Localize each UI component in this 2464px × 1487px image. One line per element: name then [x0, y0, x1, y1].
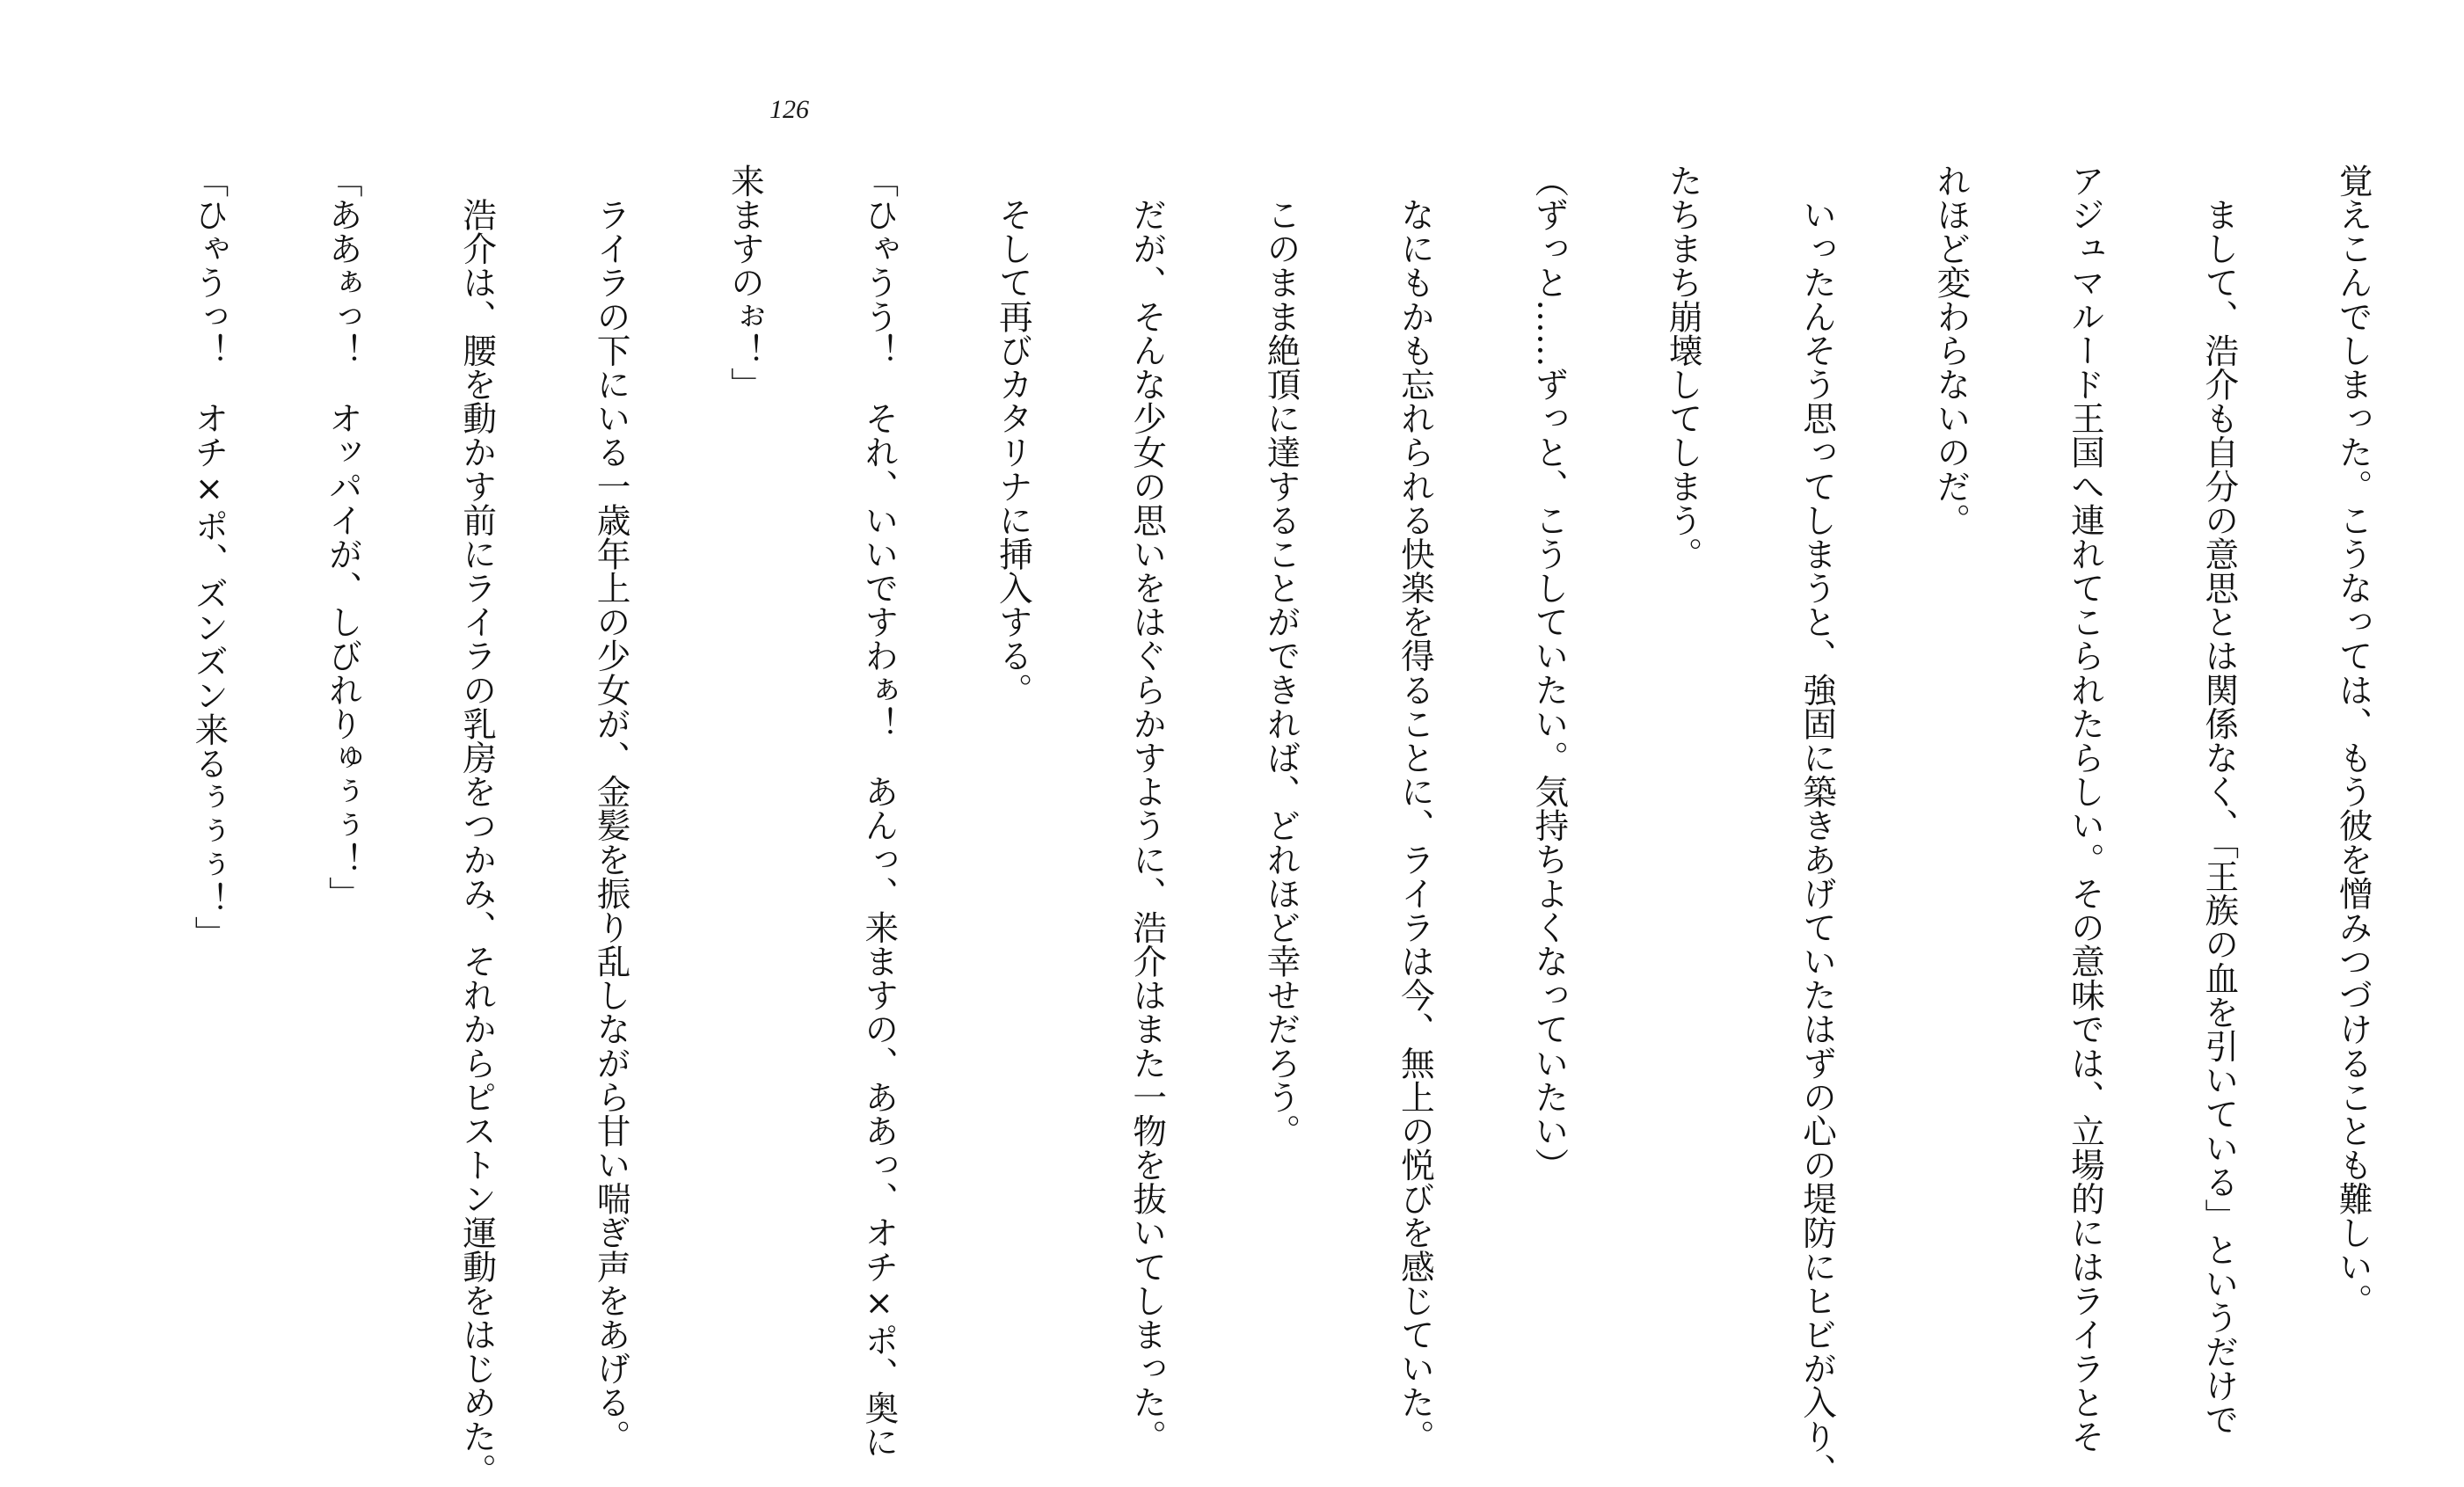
- body-text: [97, 164, 2464, 1487]
- text-line: 浩介は、腰を動かす前にライラの乳房をつかみ、それからピストン運動をはじめた。: [457, 164, 498, 1487]
- text-line: 来ますのぉ！」: [725, 164, 765, 402]
- text-line: 「ああぁっ！ オッパイが、しびれりゅぅぅ！」: [323, 164, 363, 910]
- text-line: 覚えこんでしまった。こうなっては、もう彼を憎みつづけることも難しい。: [2333, 164, 2373, 1318]
- text-line: このまま絶頂に達することができれば、どれほど幸せだろう。: [1261, 164, 1301, 1148]
- text-line: れほど変わらないのだ。: [1931, 164, 1972, 537]
- text-line: ライラの下にいる一歳年上の少女が、金髪を振り乱しながら甘い喘ぎ声をあげる。: [591, 164, 631, 1454]
- text-line: （ずっと……ずっと、こうしていたい。気持ちよくなっていたい）: [1529, 164, 1570, 1182]
- text-line: だが、そんな少女の思いをはぐらかすように、浩介はまた一物を抜いてしまった。: [1127, 164, 1168, 1454]
- page-number: 126: [769, 95, 809, 124]
- text-line: なにもかも忘れられる快楽を得ることに、ライラは今、無上の悦びを感じていた。: [1395, 164, 1435, 1454]
- text-line: たちまち崩壊してしまう。: [1663, 164, 1703, 572]
- text-line: 「ひゃうう！ それ、いいですわぁ！ あんっ、来ますの、ああっ、オチ×ポ、奥に: [859, 164, 900, 1459]
- text-line: いったんそう思ってしまうと、強固に築きあげていたはずの心の堤防にヒビが入り、: [1797, 164, 1838, 1487]
- text-line: アジュマルード王国へ連れてこられたらしい。その意味では、立場的にはライラとそ: [2065, 164, 2105, 1454]
- text-line: そして再びカタリナに挿入する。: [993, 164, 1033, 707]
- text-line: 「ひゃうっ！ オチ×ポ、ズンズン来るぅぅぅ！」: [189, 164, 230, 950]
- text-line: まして、浩介も自分の意思とは関係なく、「王族の血を引いている」というだけで: [2199, 164, 2240, 1437]
